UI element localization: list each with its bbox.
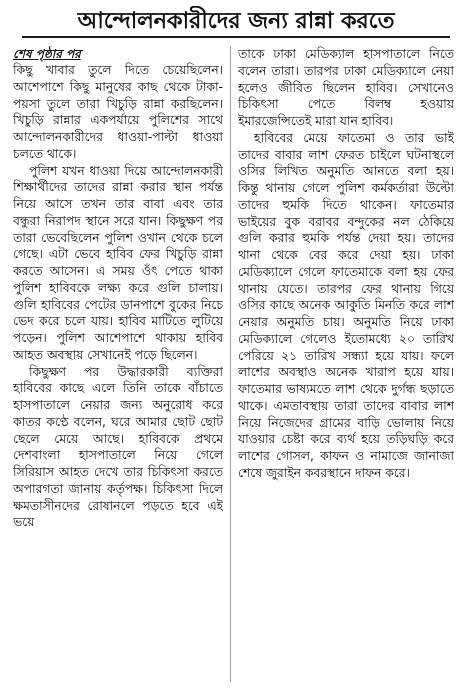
paragraph: তাকে ঢাকা মেডিক্যাল হাসপাতালে নিতে বলেন তারা। তারপর ঢাকা মেডিক্যালে নেয়া হলেও জীবিত ছিলেন হাবিব। সেখানেও চিকিৎসা পেতে বিলম্ব হওয়ায় ইমারজেন্সিতেই মারা যান হাবিব।: [238, 47, 454, 128]
paragraph: পুলিশ যখন ধাওয়া দিয়ে আন্দোলনকারী শিক্ষার্থীদের তাদের রান্না করার স্থান পর্যন্ত নিয়ে আসে তখন তার বাবা এবং তার বন্ধুরা নিরাপদ স্থানে সরে যান। কিছুক্ষণ পর তারা ভেবেছিলেন পুলিশ ওখান থেকে চলে গেছে। এটা ভেবে হাবিব ফের খিচুড়ি রান্না করতে আসেন। এ সময় ওঁৎ পেতে থাকা পুলিশ হাবিবকে লক্ষ্য করে গুলি চালায়। গুলি হাবিবের পেটের ডানপাশে বুকের নিচে ভেদ করে চলে যায়। হাবিব মাটিতে লুটিয়ে পড়েন। পুলিশ আশেপাশে থাকায় হাবিব আহত অবস্থায় সেখানেই পড়ে ছিলেন।: [13, 163, 223, 362]
article-column-right: [238, 46, 454, 686]
article-column-left: [13, 46, 223, 686]
paragraph: হাবিবের মেয়ে ফাতেমা ও তার ভাই তাদের বাবার লাশ ফেরত চাইলে ঘটনাস্থলে ওসির লিখিত অনুমতি আনতে বলা হয়। কিন্তু থানায় গেলে পুলিশ কর্মকর্তারা উল্টো তাদের হুমকি দিতে থাকেন। ফাতেমার ভাইয়ের বুক বরাবর বন্দুকের নল ঠেকিয়ে গুলি করার হুমকি পর্যন্ত দেয়া হয়। তাদের থানা থেকে বের করে দেয়া হয়। ঢাকা মেডিক্যালে গেলে ফাতেমাকে বলা হয় ফের থানায় যেতে। তারপর ফের থানায় গিয়ে ওসির কাছে অনেক আকুতি মিনতি করে লাশ নেয়ার অনুমতি চায়। অনুমতি নিয়ে ঢাকা মেডিক্যালে গেলেও ইতোমধ্যে ২০ তারিখ পেরিয়ে ২১ তারিখ সন্ধ্যা হয়ে যায়। ফলে লাশের অবস্থাও অনেক খারাপ হয়ে যায়। ফাতেমার ভাষ্যমতে লাশ থেকে দুর্গন্ধ ছড়াতে থাকে। এমতাবস্থায় তারা তাদের বাবার লাশ নিয়ে নিজেদের গ্রামের বাড়ি ভোলায় নিয়ে যাওয়ার চেষ্টা করে ব্যর্থ হয়ে তড়িঘড়ি করে লাশের গোসল, কাফন ও নামাজে জানাজা শেষে জুরাইন কবরস্থানে দাফন করে।: [238, 130, 454, 480]
continuation-label: শেষ পৃষ্ঠার পর: [13, 47, 81, 61]
headline: আন্দোলনকারীদের জন্য রান্না করতে: [22, 6, 450, 38]
column-divider: [230, 46, 231, 682]
paragraph: কিছু খাবার তুলে দিতে চেয়েছিলেন। আশেপাশে কিছু মানুষের কাছ থেকে টাকা-পয়সা তুলে তারা খিচুড়ি রান্না করছিলেন। খিচুড়ি রান্নার একপর্যায়ে পুলিশের সাথে আন্দোলনকারীদের ধাওয়া-পাল্টা ধাওয়া চলতে থাকে।: [13, 63, 223, 161]
paragraph: কিছুক্ষণ পর উদ্ধারকারী ব্যক্তিরা হাবিবের কাছে এলে তিনি তাকে বাঁচাতে হাসপাতালে নেয়ার জন্য অনুরোধ করে কাতর কণ্ঠে বলেন, ঘরে আমার ছোট ছোট ছেলে মেয়ে আছে। হাবিবকে প্রথমে দেশবাংলা হাসপাতালে নিয়ে গেলে সিরিয়াস আহত দেখে তার চিকিৎসা করতে অপারগতা জানায় কর্তৃপক্ষ। চিকিৎসা দিলে ক্ষমতাসীনদের রোষানলে পড়তে হবে এই ভয়ে: [13, 364, 223, 530]
